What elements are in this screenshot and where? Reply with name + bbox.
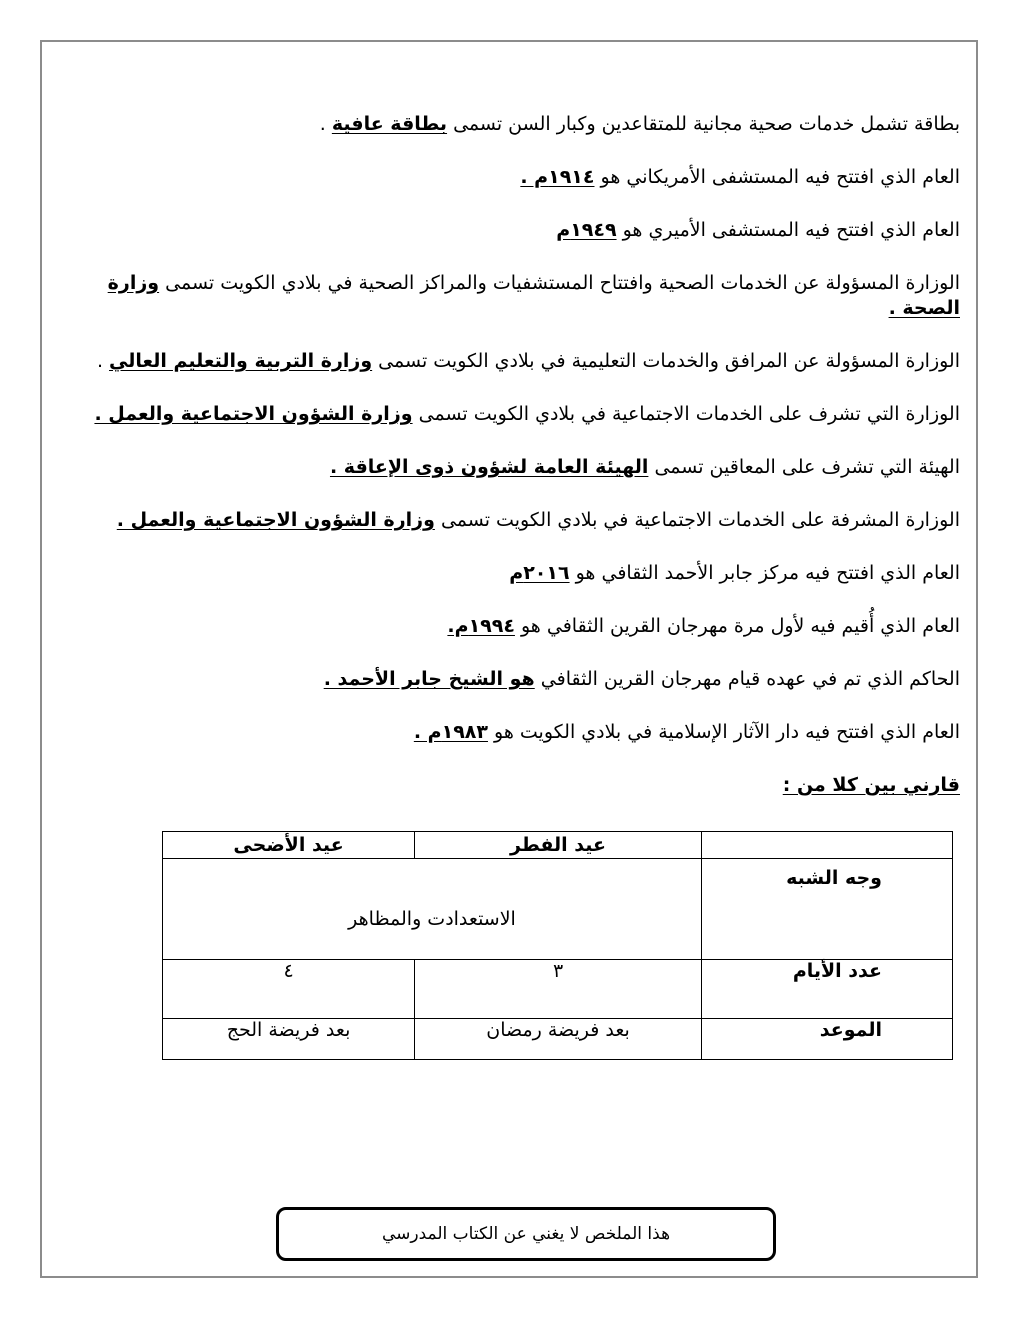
statement-text: العام الذي افتتح فيه مركز جابر الأحمد الثقافي هو [569,562,960,584]
statement-answer: وزارة الشؤون الاجتماعية والعمل . [116,509,435,531]
statement-text: الحاكم الذي تم في عهده قيام مهرجان القرين الثقافي [534,668,960,690]
timing-fitr: بعد فريضة رمضان [415,1019,702,1060]
footer-note: هذا الملخص لا يغني عن الكتاب المدرسي [381,1224,671,1244]
statement-suffix: . [319,113,332,135]
comparison-table [162,831,953,1060]
statement-answer: ١٩١٤م . [520,166,595,188]
statement-10 [62,614,960,639]
statement-answer: وزارة الشؤون الاجتماعية والعمل . [94,403,413,425]
similarity-label: وجه الشبه [702,859,953,960]
statement-text: الهيئة التي تشرف على المعاقين تسمى [648,456,960,478]
statement-answer: ١٩٩٤م. [447,615,515,637]
timing-row [163,1019,953,1060]
statement-text: العام الذي أُقيم فيه لأول مرة مهرجان القرين الثقافي هو [514,615,960,637]
statement-6 [62,402,960,427]
statement-12 [62,720,960,745]
statement-answer: ١٩٨٣م . [413,721,488,743]
statement-8 [62,508,960,533]
similarity-value: الاستعدادت والمظاهر [163,859,702,960]
comparison-heading: قارني بين كلا من : [782,774,960,796]
statement-3 [62,218,960,243]
statement-answer: الهيئة العامة لشؤون ذوى الإعاقة . [329,456,649,478]
header-eid-adha: عيد الأضحى [163,832,415,859]
statement-5 [62,349,960,374]
statement-answer: وزارة التربية والتعليم العالي [109,350,373,372]
days-row [163,960,953,1019]
statement-answer: وزارة الصحة . [107,272,960,319]
statement-text: الوزارة التي تشرف على الخدمات الاجتماعية في بلادي الكويت تسمى [412,403,960,425]
statement-11 [62,667,960,692]
statement-text: الوزارة المسؤولة عن المرافق والخدمات التعليمية في بلادي الكويت تسمى [372,350,960,372]
statement-text: الوزارة المشرفة على الخدمات الاجتماعية في بلادي الكويت تسمى [434,509,960,531]
footer-note-box [276,1207,776,1261]
statement-answer: هو الشيخ جابر الأحمد . [323,668,535,690]
timing-label: الموعد [702,1019,953,1060]
statement-2 [62,165,960,190]
similarity-row [163,859,953,960]
days-label: عدد الأيام [702,960,953,1019]
days-adha: ٤ [163,960,415,1019]
statement-text: العام الذي افتتح فيه دار الآثار الإسلامية في بلادي الكويت هو [487,721,960,743]
statement-answer: ٢٠١٦م [509,562,570,584]
statement-answer: بطاقة عافية [331,113,448,135]
statement-text: العام الذي افتتح فيه المستشفى الأمريكاني هو [594,166,960,188]
header-empty-cell [702,832,953,859]
statement-9 [62,561,960,586]
timing-adha: بعد فريضة الحج [163,1019,415,1060]
statement-suffix: . [96,350,110,372]
statement-1 [62,112,960,137]
statement-answer: ١٩٤٩م [556,219,617,241]
statement-4 [62,271,960,321]
statement-text: بطاقة تشمل خدمات صحية مجانية للمتقاعدين وكبار السن تسمى [447,113,960,135]
statement-text: الوزارة المسؤولة عن الخدمات الصحية وافتتاح المستشفيات والمراكز الصحية في بلادي الكويت تسمى [159,272,960,294]
statement-7 [62,455,960,480]
days-fitr: ٣ [415,960,702,1019]
header-eid-fitr: عيد الفطر [415,832,702,859]
statements-list [62,112,960,798]
table-header-row [163,832,953,859]
statement-text: العام الذي افتتح فيه المستشفى الأميري هو [616,219,960,241]
